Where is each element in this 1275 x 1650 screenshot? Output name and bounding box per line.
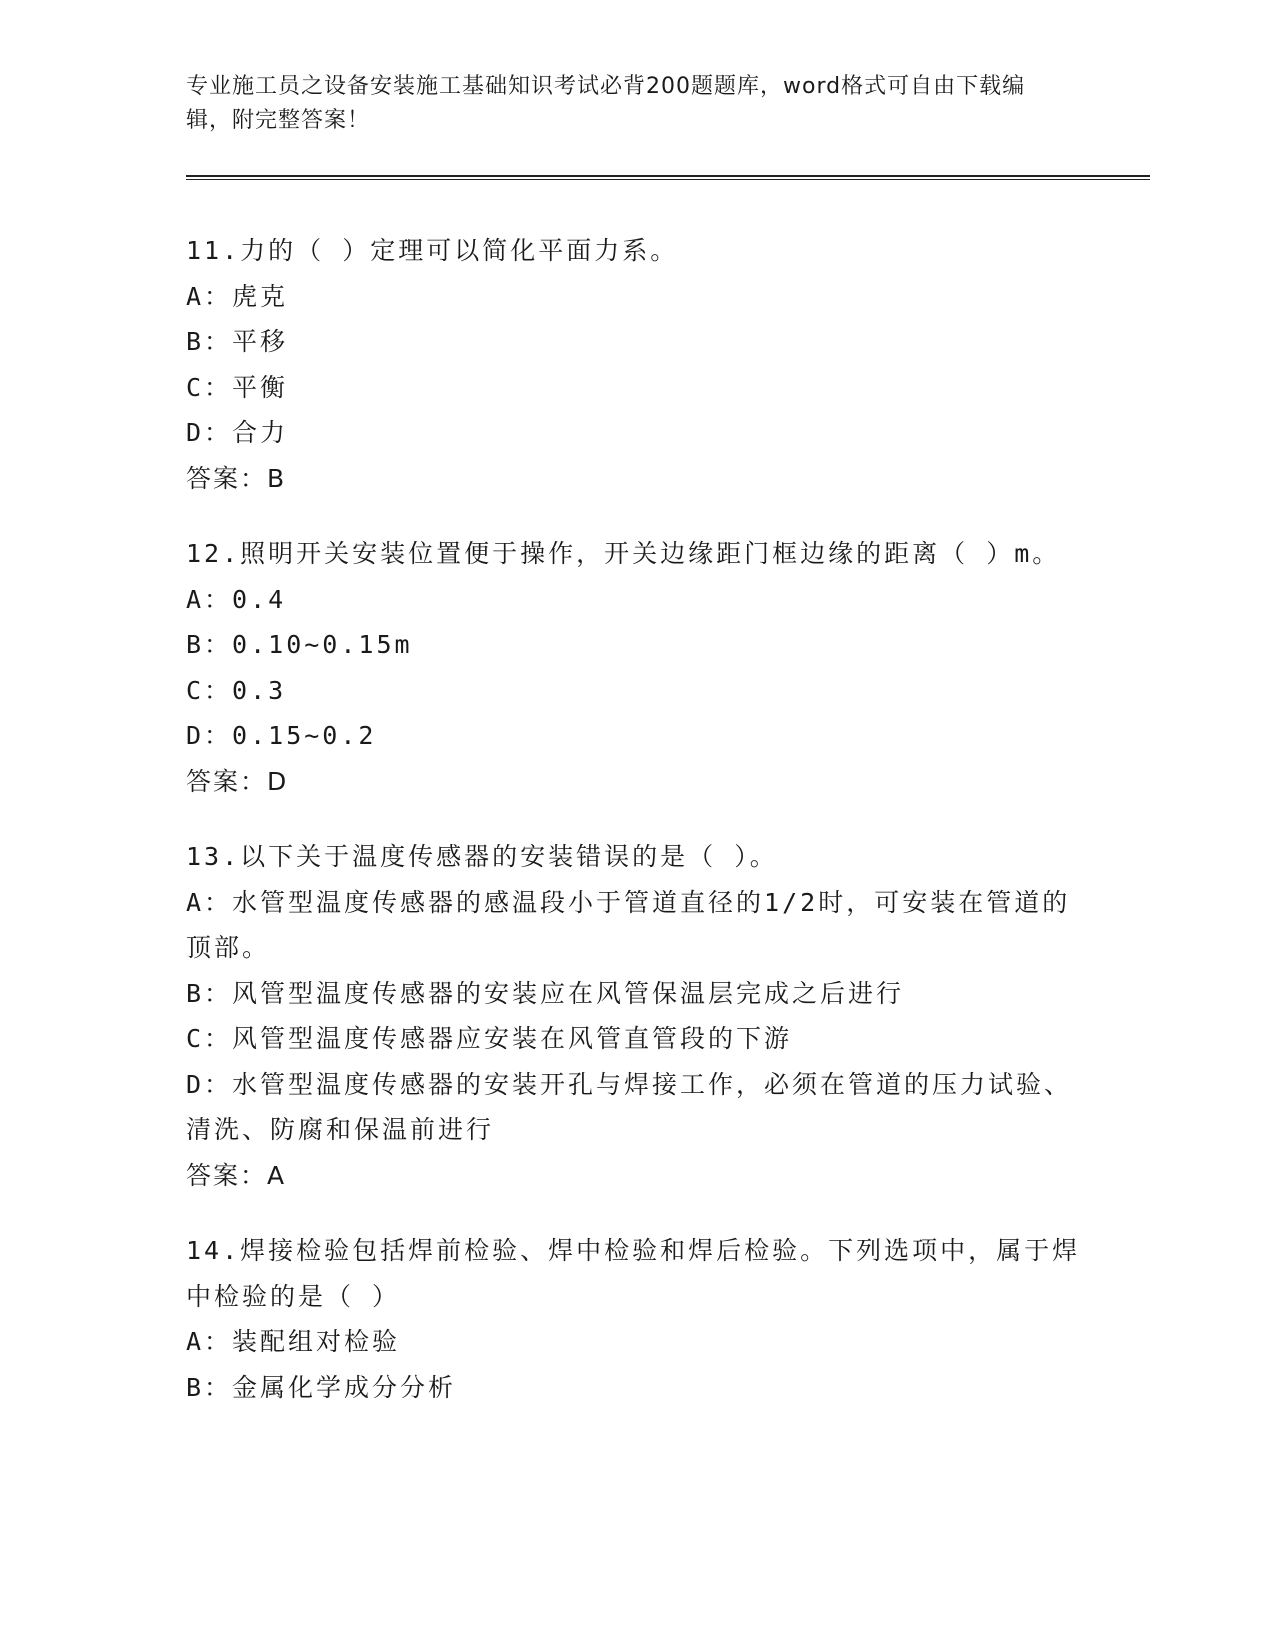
answer-label: 答案：D: [186, 766, 289, 796]
option-b: B：平移: [186, 327, 289, 356]
option-a: A：装配组对检验: [186, 1327, 401, 1356]
option-c: C：0.3: [186, 675, 287, 705]
question-11: [186, 228, 1086, 501]
option-d: D：水管型温度传感器的安装开孔与焊接工作，必须在管道的压力试验、清洗、防腐和保温前进行: [186, 1069, 1073, 1144]
question-stem: 13.以下关于温度传感器的安装错误的是（ ）。: [186, 842, 778, 871]
question-13: [186, 834, 1086, 1198]
option-b: B：0.10~0.15m: [186, 630, 413, 659]
question-stem: 12.照明开关安装位置便于操作，开关边缘距门框边缘的距离（ ）m。: [186, 539, 1061, 568]
option-a: A：0.4: [186, 584, 287, 614]
option-a: A：水管型温度传感器的感温段小于管道直径的1/2时，可安装在管道的顶部。: [186, 887, 1071, 962]
option-c: C：平衡: [186, 372, 289, 402]
option-a: A：虎克: [186, 281, 289, 311]
question-14: [186, 1228, 1086, 1410]
option-d: D：合力: [186, 418, 289, 447]
question-stem: 14.焊接检验包括焊前检验、焊中检验和焊后检验。下列选项中，属于焊中检验的是（ ）: [186, 1236, 1081, 1311]
question-list: [186, 228, 1086, 1440]
option-d: D：0.15~0.2: [186, 721, 377, 750]
option-b: B：风管型温度传感器的安装应在风管保温层完成之后进行: [186, 978, 905, 1008]
question-stem: 11.力的（ ）定理可以简化平面力系。: [186, 236, 679, 265]
header-divider: [186, 175, 1150, 180]
answer-label: 答案：A: [186, 1160, 287, 1190]
option-b: B：金属化学成分分析: [186, 1372, 457, 1402]
option-c: C：风管型温度传感器应安装在风管直管段的下游: [186, 1024, 793, 1053]
document-title: 专业施工员之设备安装施工基础知识考试必背200题题库，word格式可自由下载编辑，附完整答案！: [186, 74, 1026, 133]
answer-label: 答案：B: [186, 463, 287, 493]
document-header: [186, 70, 1136, 138]
question-12: [186, 531, 1086, 804]
